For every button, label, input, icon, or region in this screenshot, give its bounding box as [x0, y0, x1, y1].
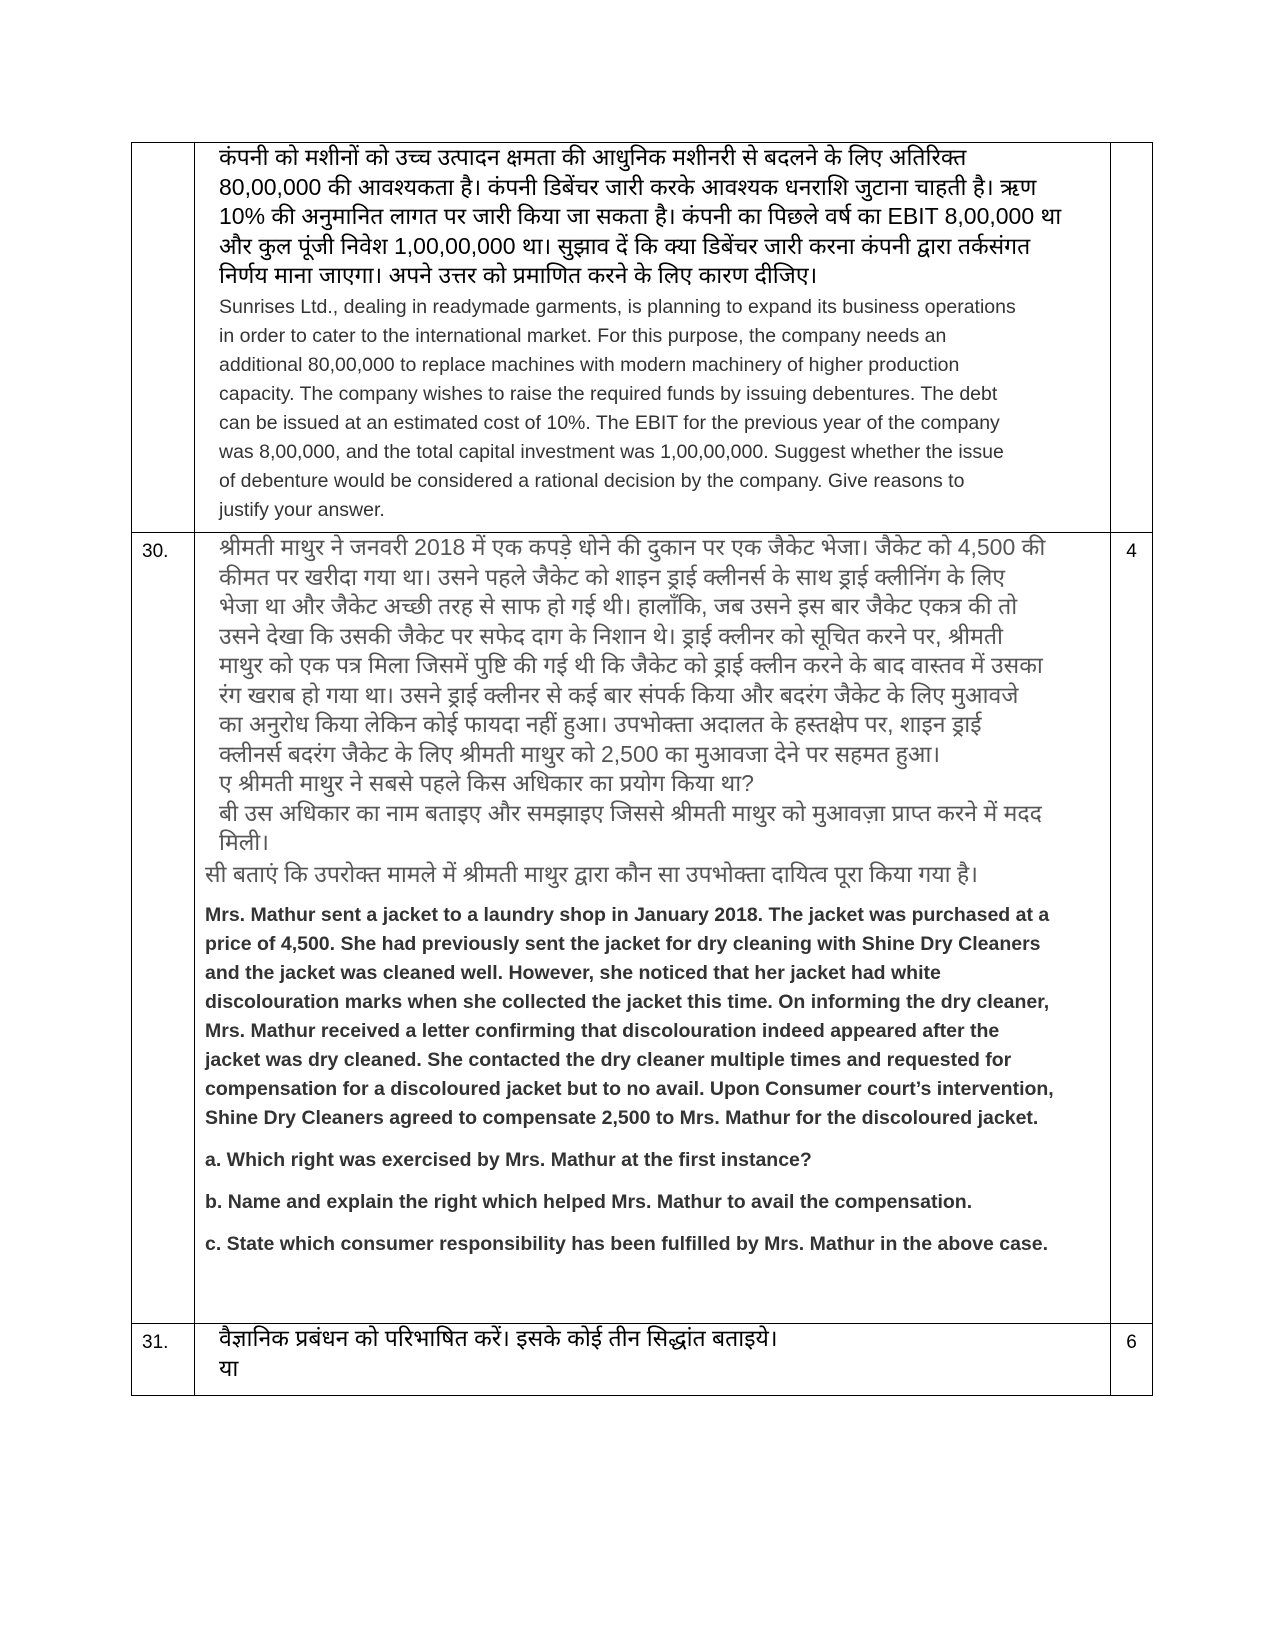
- sub-question: b. Name and explain the right which helped Mrs. Mathur to avail the compensation.: [205, 1191, 973, 1213]
- question-number: 30.: [132, 533, 195, 1324]
- hindi-text-line: क्लीनर्स बदरंग जैकेट के लिए श्रीमती माथुर को 2,500 का मुआवजा देने पर सहमत हुआ।: [219, 740, 941, 767]
- hindi-text-line: या: [219, 1354, 239, 1381]
- hindi-text-line: बी उस अधिकार का नाम बताइए और समझाइए जिससे श्रीमती माथुर को मुआवज़ा प्राप्त करने में मदद: [219, 799, 1042, 826]
- english-text-line: and the jacket was cleaned well. However, she noticed that her jacket had white: [205, 962, 941, 984]
- hindi-text-line: और कुल पूंजी निवेश 1,00,00,000 था। सुझाव दें कि क्या डिबेंचर जारी करना कंपनी द्वारा तर्कसंगत: [219, 232, 1031, 259]
- question-marks: [1111, 143, 1153, 533]
- english-text-line: Sunrises Ltd., dealing in readymade garments, is planning to expand its business operations: [219, 295, 1016, 318]
- hindi-text-line: 80,00,000 की आवश्यकता है। कंपनी डिबेंचर जारी करके आवश्यक धनराशि जुटाना चाहती है। ऋण: [219, 173, 1037, 200]
- english-text-line: Mrs. Mathur received a letter confirming that discolouration indeed appeared after the: [205, 1020, 1000, 1042]
- hindi-text-line: रंग खराब हो गया था। उसने ड्राई क्लीनर से कई बार संपर्क किया और बदरंग जैकेट के लिए मुआवजे: [219, 681, 1019, 708]
- hindi-text-line: का अनुरोध किया लेकिन कोई फायदा नहीं हुआ। उपभोक्ता अदालत के हस्तक्षेप पर, शाइन ड्राई: [219, 711, 982, 737]
- hindi-text-line: मिली।: [219, 829, 269, 855]
- question-row-29-continued: [132, 143, 1153, 533]
- english-text-line: additional 80,00,000 to replace machines with modern machinery of higher production: [219, 353, 960, 376]
- question-table: [131, 142, 1153, 1396]
- question-number: 31.: [132, 1324, 195, 1396]
- hindi-text-line: निर्णय माना जाएगा। अपने उत्तर को प्रमाणित करने के लिए कारण दीजिए।: [219, 262, 818, 288]
- hindi-text-line: 10% की अनुमानित लागत पर जारी किया जा सकता है। कंपनी का पिछले वर्ष का EBIT 8,00,000 था: [219, 203, 1062, 229]
- question-text: [195, 143, 1111, 533]
- hindi-text-line: ए श्रीमती माथुर ने सबसे पहले किस अधिकार का प्रयोग किया था?: [219, 770, 754, 796]
- question-number: [132, 143, 195, 533]
- english-text-line: discolouration marks when she collected the jacket this time. On informing the dry cleaner,: [205, 991, 1050, 1013]
- sub-question: a. Which right was exercised by Mrs. Mathur at the first instance?: [205, 1149, 812, 1171]
- question-text: [195, 1324, 1111, 1396]
- english-text-line: capacity. The company wishes to raise the required funds by issuing debentures. The debt: [219, 382, 998, 405]
- hindi-text-line: माथुर को एक पत्र मिला जिसमें पुष्टि की गई थी कि जैकेट को ड्राई क्लीन करने के बाद वास्तव में उसका: [219, 652, 1043, 678]
- question-row-31: [132, 1324, 1153, 1396]
- english-text-line: was 8,00,000, and the total capital investment was 1,00,00,000. Suggest whether the issue: [219, 440, 1004, 463]
- hindi-text-line: कीमत पर खरीदा गया था। उसने पहले जैकेट को शाइन ड्राई क्लीनर्स के साथ ड्राई क्लीनिंग के लिए: [219, 563, 1006, 590]
- question-marks: 4: [1111, 533, 1153, 1324]
- english-text-line: Mrs. Mathur sent a jacket to a laundry shop in January 2018. The jacket was purchased at a: [205, 904, 1050, 926]
- hindi-text-line: कंपनी को मशीनों को उच्च उत्पादन क्षमता की आधुनिक मशीनरी से बदलने के लिए अतिरिक्त: [219, 144, 967, 170]
- sub-question: c. State which consumer responsibility has been fulfilled by Mrs. Mathur in the above case.: [205, 1233, 1049, 1255]
- english-text-line: of debenture would be considered a rational decision by the company. Give reasons to: [219, 469, 965, 492]
- hindi-text-line: भेजा था और जैकेट अच्छी तरह से साफ हो गई थी। हालाँकि, जब उसने इस बार जैकेट एकत्र की तो: [219, 593, 1018, 619]
- hindi-text-line: उसने देखा कि उसकी जैकेट पर सफेद दाग के निशान थे। ड्राई क्लीनर को सूचित करने पर, श्रीमती: [219, 622, 1003, 649]
- hindi-text-line: श्रीमती माथुर ने जनवरी 2018 में एक कपड़े धोने की दुकान पर एक जैकेट भेजा। जैकेट को 4,500 की: [219, 534, 1046, 560]
- question-row-30: [132, 533, 1153, 1324]
- english-text-line: jacket was dry cleaned. She contacted the dry cleaner multiple times and requested for: [205, 1049, 1012, 1071]
- question-text: [195, 533, 1111, 1324]
- english-text-line: compensation for a discoloured jacket but to no avail. Upon Consumer court’s intervention,: [205, 1078, 1054, 1100]
- english-text-line: price of 4,500. She had previously sent the jacket for dry cleaning with Shine Dry Cleaners: [205, 933, 1041, 955]
- hindi-text-line: वैज्ञानिक प्रबंधन को परिभाषित करें। इसके कोई तीन सिद्धांत बताइये।: [219, 1325, 778, 1351]
- english-text-line: justify your answer.: [219, 498, 385, 521]
- hindi-question-c: सी बताएं कि उपरोक्त मामले में श्रीमती माथुर द्वारा कौन सा उपभोक्ता दायित्व पूरा किया गया है।: [205, 860, 978, 887]
- english-text-line: can be issued at an estimated cost of 10%. The EBIT for the previous year of the company: [219, 411, 1000, 434]
- english-text-line: Shine Dry Cleaners agreed to compensate 2,500 to Mrs. Mathur for the discoloured jacket.: [205, 1107, 1039, 1129]
- question-marks: 6: [1111, 1324, 1153, 1396]
- english-text-line: in order to cater to the international market. For this purpose, the company needs an: [219, 324, 947, 347]
